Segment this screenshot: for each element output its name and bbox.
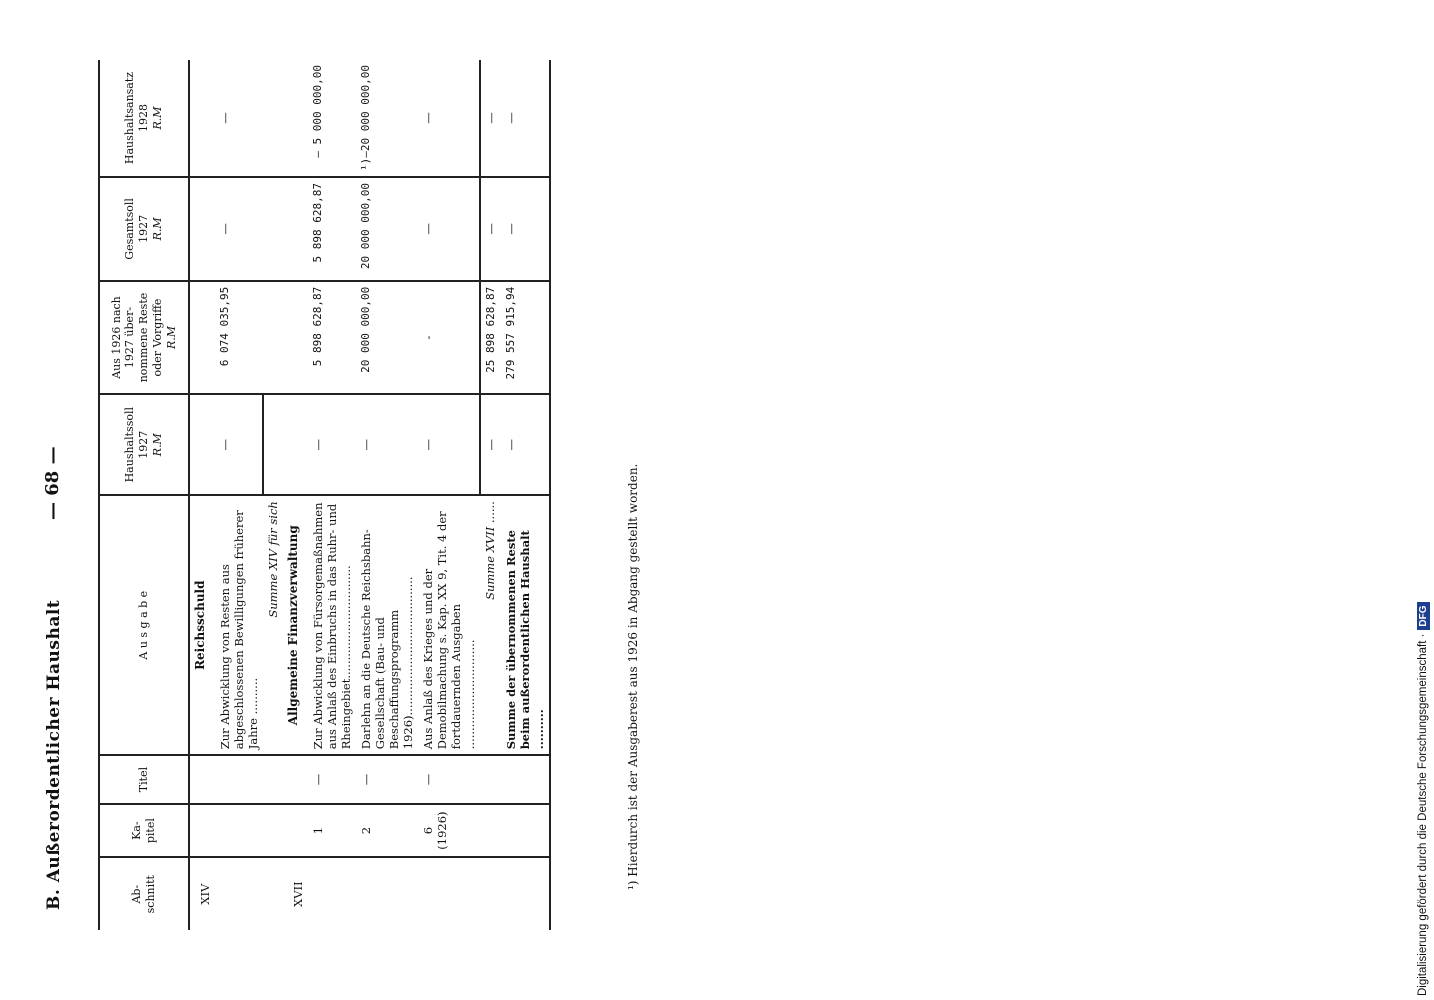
kapitel-cell: 6 (1926): [418, 804, 480, 858]
col-abschnitt: Ab- schnitt: [130, 875, 157, 914]
col-gesamtsoll-label: Gesamtsoll 1927: [123, 198, 151, 260]
ansatz-cell: ¹)—20 000 000,00: [356, 60, 418, 177]
table-row: [418, 60, 480, 930]
titel-cell: —: [356, 755, 418, 804]
table-row: [215, 60, 263, 930]
sum-label: Summe XVII ......: [480, 495, 501, 755]
haushaltssoll-cell: —: [215, 394, 263, 495]
ansatz-cell: —: [480, 60, 501, 177]
ausgabe-cell: Zur Abwicklung von Fürsorgemaßnahmen aus Anlaß des Einbruchs in das Ruhr- und Rheingebiet...............................: [308, 495, 356, 755]
haushaltssoll-cell: —: [356, 394, 418, 495]
gesamtsoll-cell: —: [418, 177, 480, 281]
ansatz-cell: — 5 000 000,00: [308, 60, 356, 177]
footnote: ¹) Hierdurch ist der Ausgaberest aus 1926 in Abgang gestellt worden.: [626, 463, 640, 890]
section-heading: Reichsschuld: [189, 495, 215, 755]
col-ansatz-label: Haushaltsansatz 1928: [123, 71, 151, 165]
col-kapitel: Ka- pitel: [99, 804, 189, 858]
section-heading: Allgemeine Finanzverwaltung: [283, 495, 308, 755]
abschnitt-cell: XIV: [198, 883, 212, 905]
col-ansatz: [99, 60, 189, 177]
unit-label: R.M: [150, 106, 164, 130]
reste-cell: 6 074 035,95: [215, 281, 263, 394]
ansatz-cell: —: [501, 60, 550, 177]
unit-label: R.M: [150, 217, 164, 241]
unit-label: R.M: [164, 325, 178, 350]
gesamtsoll-cell: —: [501, 177, 550, 281]
table-header-row: [99, 60, 189, 930]
digitization-credit: [1417, 596, 1430, 996]
sum-row: [263, 60, 283, 930]
unit-label: R.M: [150, 433, 164, 457]
table-row: [356, 60, 418, 930]
grand-total-label: Summe der übernommenen Reste beim außerordentlichen Haushalt ..........: [501, 495, 550, 755]
kapitel-cell: 1: [308, 804, 356, 858]
grand-total-row: [501, 60, 550, 930]
gesamtsoll-cell: 20 000 000,00: [356, 177, 418, 281]
ansatz-cell: —: [215, 60, 263, 177]
col-haushaltssoll: [99, 394, 189, 495]
col-reste-label: Aus 1926 nach 1927 über- nommene Reste oder Vorgriffe: [109, 292, 164, 383]
reste-cell: 279 557 915,94: [501, 281, 550, 394]
col-gesamtsoll: [99, 177, 189, 281]
col-titel: Titel: [99, 755, 189, 804]
haushaltssoll-cell: —: [308, 394, 356, 495]
abschnitt-cell: XVII: [291, 881, 305, 907]
titel-cell: —: [308, 755, 356, 804]
haushaltssoll-cell: —: [418, 394, 480, 495]
titel-cell: —: [418, 755, 480, 804]
titel-cell: [215, 755, 263, 804]
section-row-xvii: [283, 60, 308, 930]
table-row: [308, 60, 356, 930]
reste-cell: 20 000 000,00: [356, 281, 418, 394]
haushaltssoll-cell: —: [501, 394, 550, 495]
col-ausgabe: A u s g a b e: [99, 495, 189, 755]
ansatz-cell: —: [418, 60, 480, 177]
gesamtsoll-cell: —: [480, 177, 501, 281]
gesamtsoll-cell: —: [215, 177, 263, 281]
reste-cell: -: [418, 281, 480, 394]
col-reste: [99, 281, 189, 394]
kapitel-cell: [215, 804, 263, 858]
ausgabe-cell: Aus Anlaß des Krieges und der Demobilmachung s. Kap. XX 9, Tit. 4 der fortdauernden Ausgaben ..............................: [418, 495, 480, 755]
dfg-logo: DFG: [1417, 602, 1430, 629]
reste-cell: 5 898 628,87: [308, 281, 356, 394]
credit-text: Digitalisierung gefördert durch die Deutsche Forschungsgemeinschaft ·: [1417, 633, 1429, 996]
section-row-xiv: [189, 60, 215, 930]
col-haushaltssoll-label: Haushaltssoll 1927: [123, 406, 151, 483]
sum-row: [480, 60, 501, 930]
reste-cell: 25 898 628,87: [480, 281, 501, 394]
sum-label: Summe XIV für sich: [263, 495, 283, 755]
ausgabe-cell: Darlehn an die Deutsche Reichsbahn-Gesellschaft (Bau- und Beschaffungsprogramm 1926)......................................: [356, 495, 418, 755]
section-title: B. Außerordentlicher Haushalt: [44, 599, 64, 910]
kapitel-cell: 2: [356, 804, 418, 858]
page-number: — 68 —: [42, 446, 63, 520]
haushaltssoll-cell: —: [480, 394, 501, 495]
rotated-page: [0, 0, 700, 1000]
gesamtsoll-cell: 5 898 628,87: [308, 177, 356, 281]
ausgabe-cell: Zur Abwicklung von Resten aus abgeschlossenen Bewilligungen früherer Jahre ..........: [215, 495, 263, 755]
budget-table: [98, 60, 551, 930]
